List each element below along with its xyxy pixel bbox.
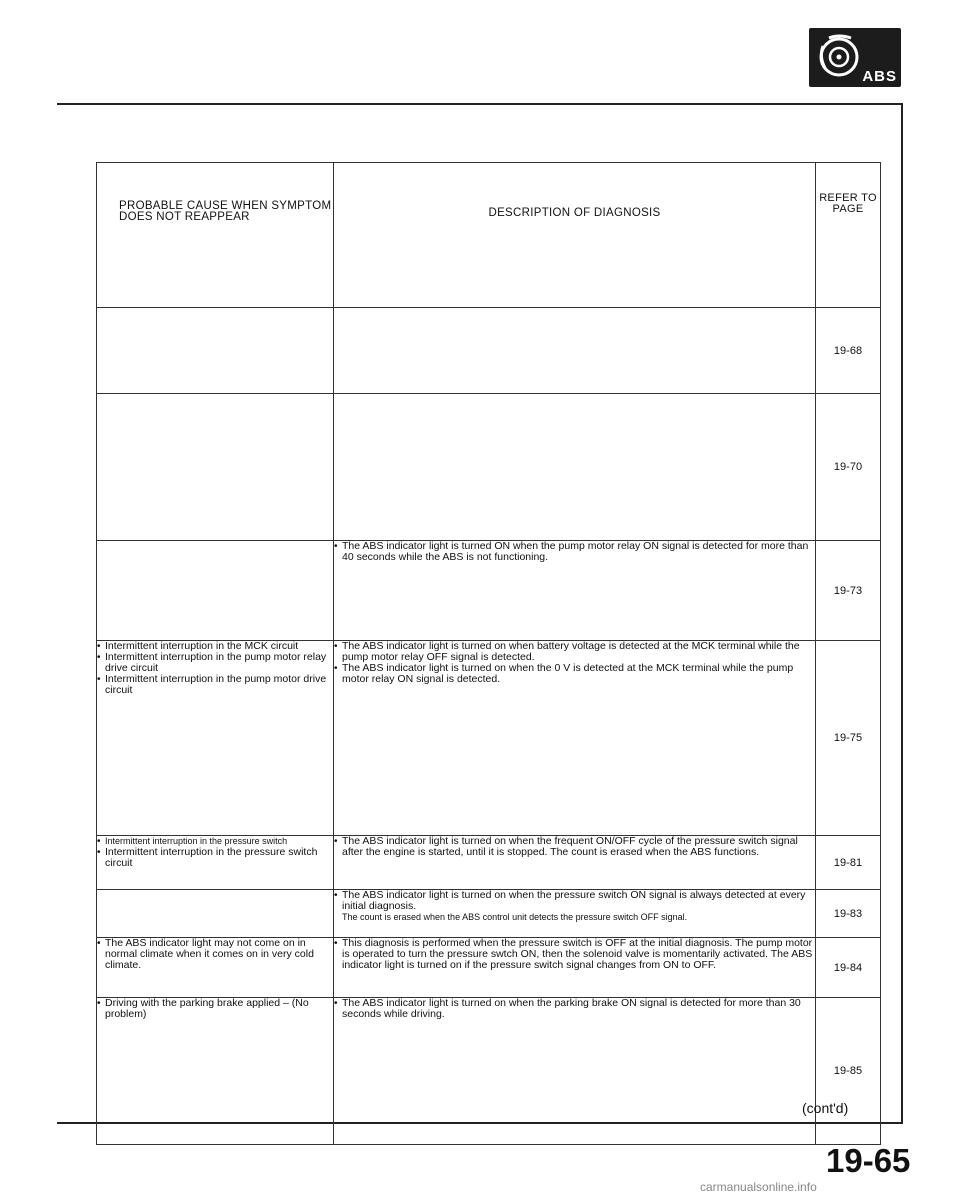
table-row [97, 541, 881, 641]
diagnosis-table [96, 162, 881, 1145]
table-row [97, 308, 881, 394]
cause-cell [97, 641, 334, 836]
description-cell [334, 308, 816, 394]
reference-cell [816, 541, 881, 641]
reference-cell [816, 938, 881, 998]
description-item: • The ABS indicator light is turned on when the pressure switch ON signal is always detected at every initial diagnosis. [334, 890, 815, 912]
reference-page: 19-75 [833, 732, 863, 744]
reference-page: 19-73 [833, 584, 863, 597]
table-row [97, 641, 881, 836]
reference-cell [816, 890, 881, 938]
reference-cell [816, 641, 881, 836]
reference-cell [816, 308, 881, 394]
cause-cell [97, 308, 334, 394]
cause-cell [97, 998, 334, 1145]
reference-page: 19-70 [833, 461, 863, 473]
description-item: • The ABS indicator light is turned on when the parking brake ON signal is detected for more than 30 seconds while driving. [334, 998, 815, 1020]
abs-logo [809, 28, 901, 87]
top-rule [57, 103, 903, 105]
table-row [97, 890, 881, 938]
table-row [97, 938, 881, 998]
description-cell [334, 541, 816, 641]
right-rule [901, 103, 903, 1123]
cause-cell [97, 394, 334, 541]
description-cell [334, 938, 816, 998]
header-refer-to-page: REFER TO PAGE [816, 163, 881, 308]
reference-page: 19-81 [833, 856, 863, 869]
cause-item: • Intermittent interruption in the pressure switch [97, 836, 333, 847]
description-item: • The ABS indicator light is turned on when battery voltage is detected at the MCK terminal while the pump motor relay OFF signal is detected. [334, 641, 815, 663]
cause-item: • Intermittent interruption in the pressure switch circuit [97, 847, 333, 869]
table-row [97, 836, 881, 890]
table-header-row [97, 163, 881, 308]
reference-cell [816, 394, 881, 541]
header-probable-cause: PROBABLE CAUSE WHEN SYMPTOM DOES NOT REAPPEAR [97, 163, 334, 308]
description-item: • The ABS indicator light is turned on when the 0 V is detected at the MCK terminal while the pump motor relay ON signal is detected. [334, 663, 815, 685]
table-row [97, 394, 881, 541]
reference-cell [816, 836, 881, 890]
page-number: 19-65 [826, 1142, 911, 1179]
table-row [97, 998, 881, 1145]
cause-item: • The ABS indicator light may not come on in normal climate when it comes on in very cold climate. [97, 938, 333, 971]
cause-item: • Intermittent interruption in the pump motor drive circuit [97, 674, 333, 696]
description-item: • The ABS indicator light is turned ON when the pump motor relay ON signal is detected for more than 40 seconds while the ABS is not functioning. [334, 541, 815, 563]
continued-label: (cont'd) [802, 1100, 849, 1116]
reference-page: 19-83 [833, 907, 863, 920]
description-cell [334, 998, 816, 1145]
watermark: carmanualsonline.info [700, 1180, 817, 1194]
abs-logo-text: ABS [862, 68, 897, 85]
cause-item: • Intermittent interruption in the pump motor relay drive circuit [97, 652, 333, 674]
reference-page: 19-68 [833, 344, 863, 357]
description-cell [334, 890, 816, 938]
cause-cell [97, 541, 334, 641]
reference-page: 19-85 [833, 1065, 863, 1077]
description-note: The count is erased when the ABS control unit detects the pressure switch OFF signal. [342, 912, 688, 922]
description-cell [334, 641, 816, 836]
header-description: DESCRIPTION OF DIAGNOSIS [334, 163, 816, 308]
description-cell [334, 394, 816, 541]
cause-item: • Driving with the parking brake applied – (No problem) [97, 998, 333, 1020]
cause-item: • Intermittent interruption in the MCK circuit [97, 641, 333, 652]
description-item: • This diagnosis is performed when the pressure switch is OFF at the initial diagnosis. The pump motor is operated to turn the pressure swtch ON, then the solenoid valve is momentarily activated. The ABS indicator light is turned on if the pressure switch signal changes from ON to OFF. [334, 938, 815, 971]
cause-cell [97, 836, 334, 890]
brake-disc-icon [815, 32, 863, 80]
description-cell [334, 836, 816, 890]
reference-cell [816, 998, 881, 1145]
description-item: • The ABS indicator light is turned on when the frequent ON/OFF cycle of the pressure switch signal after the engine is started, until it is stopped. The count is erased when the ABS functions. [334, 836, 815, 858]
cause-cell [97, 938, 334, 998]
cause-cell [97, 890, 334, 938]
reference-page: 19-84 [833, 961, 863, 974]
